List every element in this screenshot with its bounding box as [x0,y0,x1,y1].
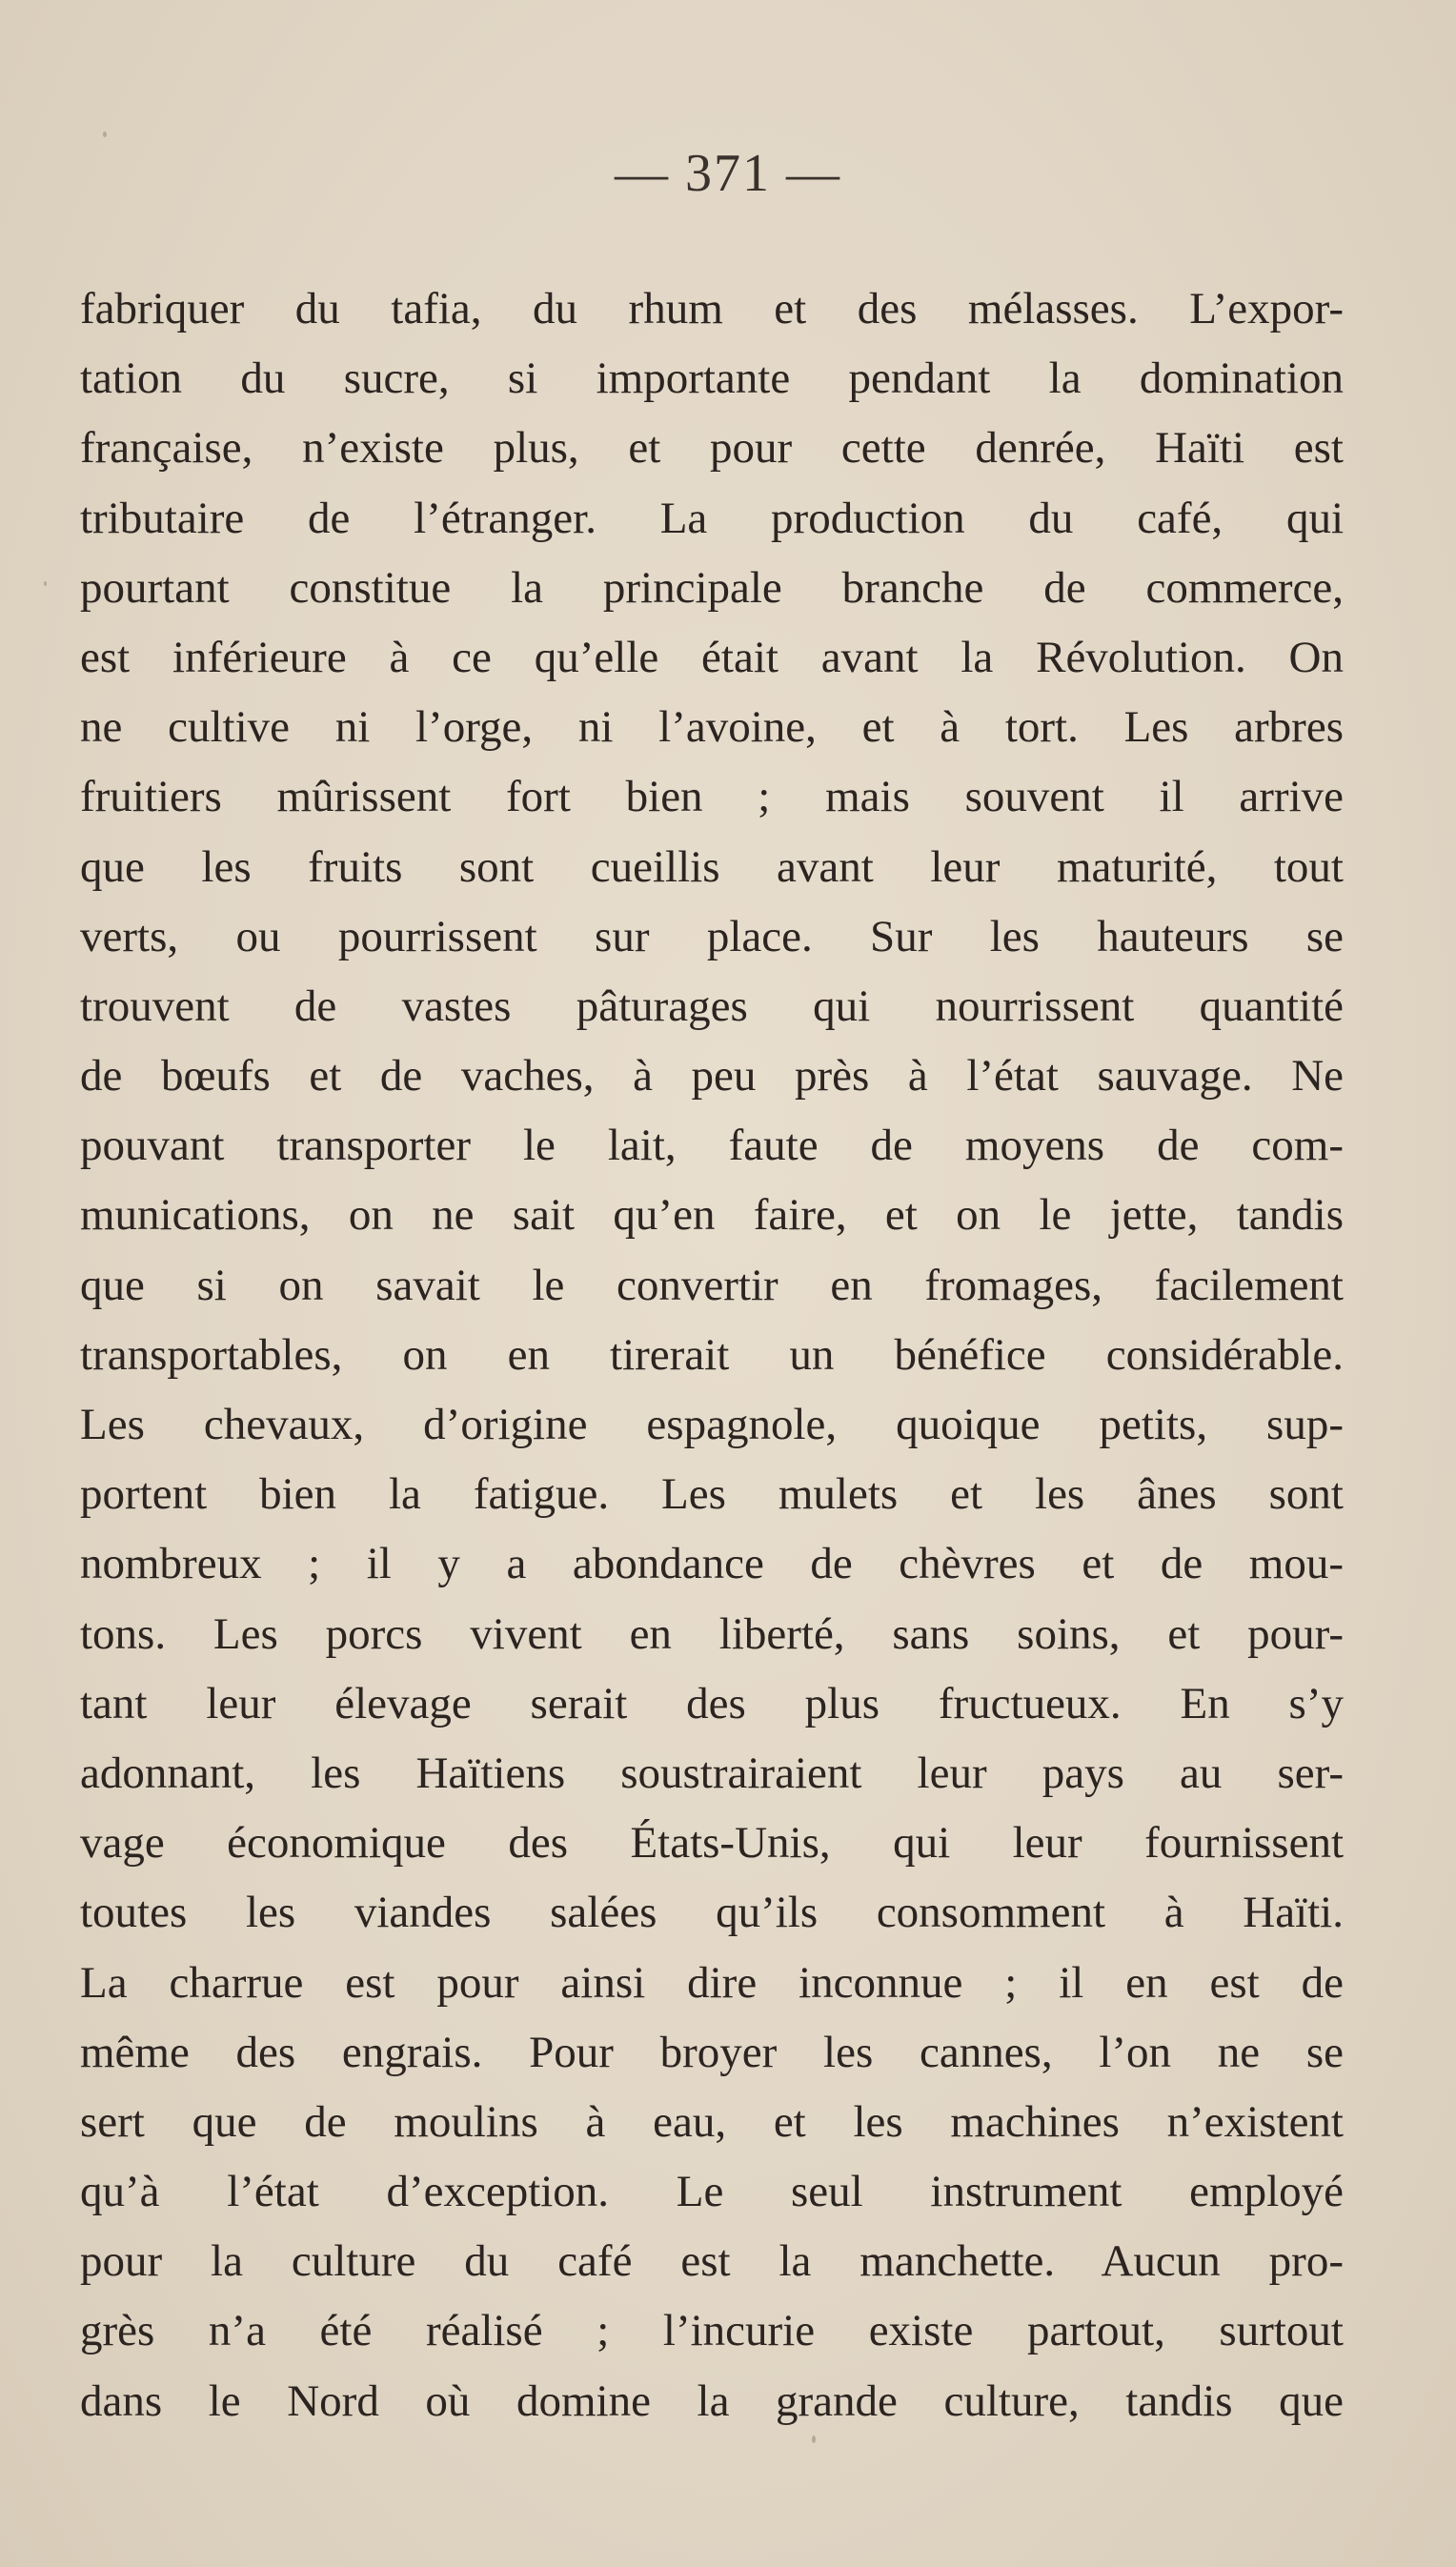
text-line: tant leur élevage serait des plus fructueux. En s’y [80,1678,1344,1728]
text-line: pour la culture du café est la manchette. Aucun pro- [80,2236,1344,2287]
paper-speck [44,581,47,586]
text-line: de bœufs et de vaches, à peu près à l’état sauvage. Ne [80,1051,1344,1102]
body-text [80,274,1344,2436]
text-line: grès n’a été réalisé ; l’incurie existe partout, surtout [80,2306,1344,2356]
text-line: transportables, on en tirerait un bénéfice considérable. [80,1329,1344,1380]
text-line: portent bien la fatigue. Les mulets et les ânes sont [80,1469,1344,1520]
text-line: pouvant transporter le lait, faute de moyens de com- [80,1121,1344,1171]
text-line: que les fruits sont cueillis avant leur maturité, tout [80,841,1344,892]
text-line: fabriquer du tafia, du rhum et des mélasses. L’expor- [80,284,1344,334]
page-number: — 371 — [615,144,841,203]
text-line: française, n’existe plus, et pour cette denrée, Haïti est [80,423,1344,474]
text-line: tation du sucre, si importante pendant la domination [80,354,1344,404]
text-line: Les chevaux, d’origine espagnole, quoique petits, sup- [80,1400,1344,1449]
text-line: tributaire de l’étranger. La production du café, qui [80,493,1344,543]
text-line: munications, on ne sait qu’en faire, et on le jette, tandis [80,1190,1344,1241]
text-line: adonnant, les Haïtiens soustrairaient leur pays au ser- [80,1748,1344,1798]
text-line: nombreux ; il y a abondance de chèvres et de mou- [80,1539,1344,1589]
text-line: même des engrais. Pour broyer les cannes, l’on ne se [80,2027,1344,2077]
text-line: verts, ou pourrissent sur place. Sur les hauteurs se [80,911,1344,961]
text-line: est inférieure à ce qu’elle était avant la Révolution. On [80,632,1344,682]
text-line: sert que de moulins à eau, et les machines n’existent [80,2096,1344,2147]
text-line: tons. Les porcs vivent en liberté, sans soins, et pour- [80,1608,1344,1659]
paper-speck [812,2436,816,2443]
text-line: La charrue est pour ainsi dire inconnue ; il en est de [80,1957,1344,2008]
paper-speck [103,131,107,137]
text-line: qu’à l’état d’exception. Le seul instrument employé [80,2167,1344,2217]
text-line: trouvent de vastes pâturages qui nourrissent quantité [80,980,1344,1031]
text-line: dans le Nord où domine la grande culture, tandis que [80,2375,1344,2426]
text-line: ne cultive ni l’orge, ni l’avoine, et à tort. Les arbres [80,702,1344,753]
text-line: que si on savait le convertir en fromages, facilement [80,1260,1344,1310]
text-line: vage économique des États-Unis, qui leur fournissent [80,1818,1344,1869]
text-line: pourtant constitue la principale branche de commerce, [80,562,1344,613]
text-line: fruitiers mûrissent fort bien ; mais souvent il arrive [80,772,1344,822]
text-line: toutes les viandes salées qu’ils consomment à Haïti. [80,1888,1344,1938]
